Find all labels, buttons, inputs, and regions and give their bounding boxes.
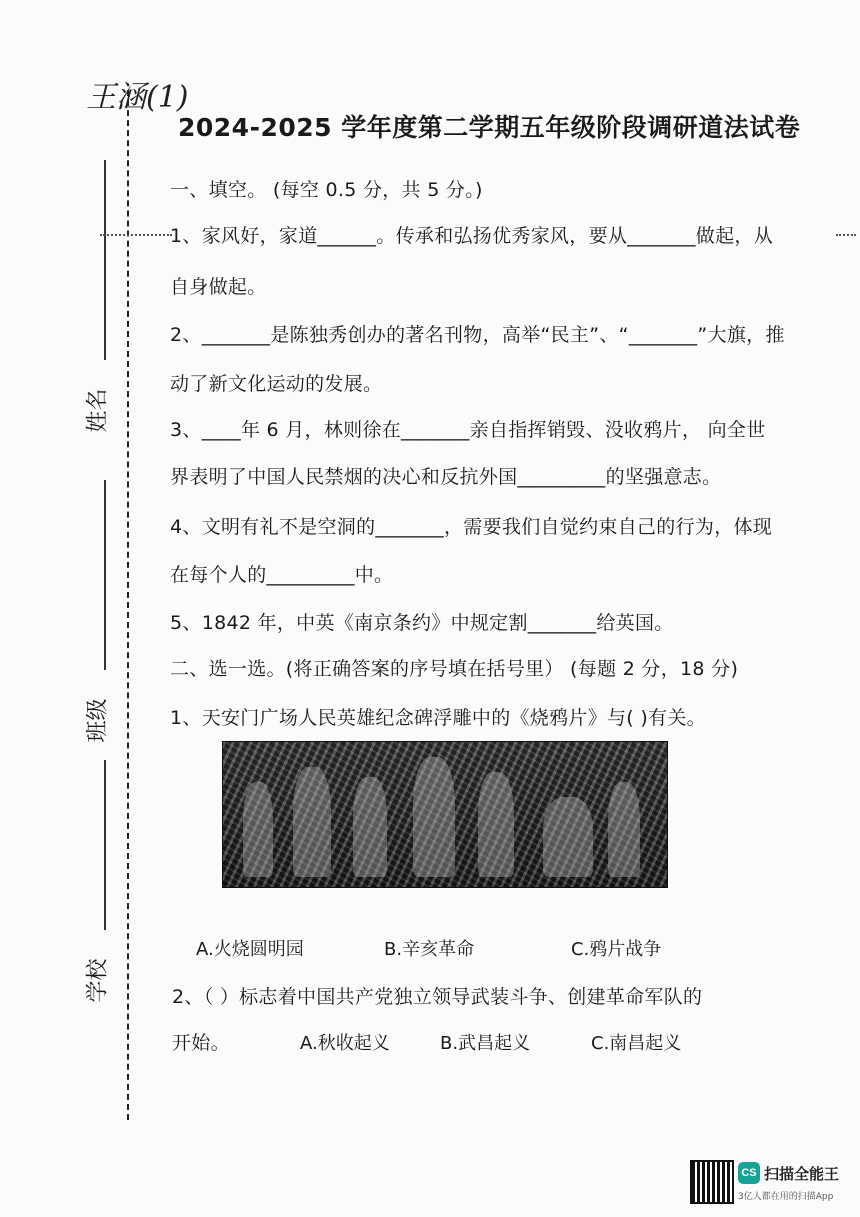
section1-heading: 一、填空。 (每空 0.5 分，共 5 分。) <box>170 179 483 201</box>
relief-figure <box>478 772 514 877</box>
relief-figure <box>413 757 455 877</box>
relief-figure <box>293 767 331 877</box>
scan-artifact-dots-left <box>100 234 172 236</box>
relief-figure <box>608 782 640 877</box>
q4-line2: 在每个人的_________中。 <box>170 564 394 586</box>
scanner-tagline: 3亿人都在用的扫描App <box>738 1192 834 1202</box>
relief-figure <box>543 797 593 877</box>
q1-line2: 自身做起。 <box>170 276 267 298</box>
class-blank-line <box>104 480 106 670</box>
class-label: 班级 <box>85 698 111 743</box>
name-label: 姓名 <box>85 388 111 433</box>
q3-line2: 界表明了中国人民禁烟的决心和反抗外国_________的坚强意志。 <box>170 466 722 488</box>
q2-line1: 2、_______是陈独秀创办的著名刊物，高举“民主”、“_______”大旗，推 <box>170 324 785 346</box>
s2-q2-line2-prefix: 开始。 <box>172 1032 230 1054</box>
s2-q1-option-b: B.辛亥革命 <box>384 939 475 960</box>
camscanner-logo-icon: CS <box>738 1162 760 1184</box>
q4-line1: 4、文明有礼不是空洞的_______，需要我们自觉约束自己的行为，体现 <box>170 516 773 538</box>
school-label: 学校 <box>85 958 111 1003</box>
s2-q2-option-b: B.武昌起义 <box>440 1033 531 1054</box>
page-title: 2024-2025 学年度第二学期五年级阶段调研道法试卷 <box>178 113 801 142</box>
handwritten-name: 王涵(1) <box>86 80 189 115</box>
relief-figure <box>353 777 387 877</box>
q3-line1: 3、____年 6 月，林则徐在_______亲自指挥销毁、没收鸦片， 向全世 <box>170 419 766 441</box>
q5-line1: 5、1842 年，中英《南京条约》中规定割_______给英国。 <box>170 612 674 634</box>
s2-q2-line1: 2、（ ）标志着中国共产党独立领导武装斗争、创建革命军队的 <box>172 986 703 1008</box>
s2-q1-option-c: C.鸦片战争 <box>571 939 662 960</box>
qr-code <box>690 1160 734 1204</box>
s2-q2-option-c: C.南昌起义 <box>591 1033 682 1054</box>
relief-sculpture-image <box>222 741 668 888</box>
s2-q2-option-a: A.秋收起义 <box>300 1033 390 1054</box>
section2-heading: 二、选一选。(将正确答案的序号填在括号里） (每题 2 分，18 分) <box>170 658 739 680</box>
scan-artifact-dots-right <box>836 234 856 236</box>
name-blank-line <box>104 160 106 360</box>
binding-dashed-line <box>127 90 129 1120</box>
relief-figure <box>243 782 273 877</box>
s2-q1: 1、天安门广场人民英雄纪念碑浮雕中的《烧鸦片》与( )有关。 <box>170 707 706 729</box>
s2-q1-option-a: A.火烧圆明园 <box>196 939 304 960</box>
q2-line2: 动了新文化运动的发展。 <box>170 373 383 395</box>
scanner-app-name: 扫描全能王 <box>764 1165 840 1183</box>
q1-line1: 1、家风好，家道______。传承和弘扬优秀家风，要从_______做起，从 <box>170 225 773 247</box>
school-blank-line <box>104 760 106 930</box>
